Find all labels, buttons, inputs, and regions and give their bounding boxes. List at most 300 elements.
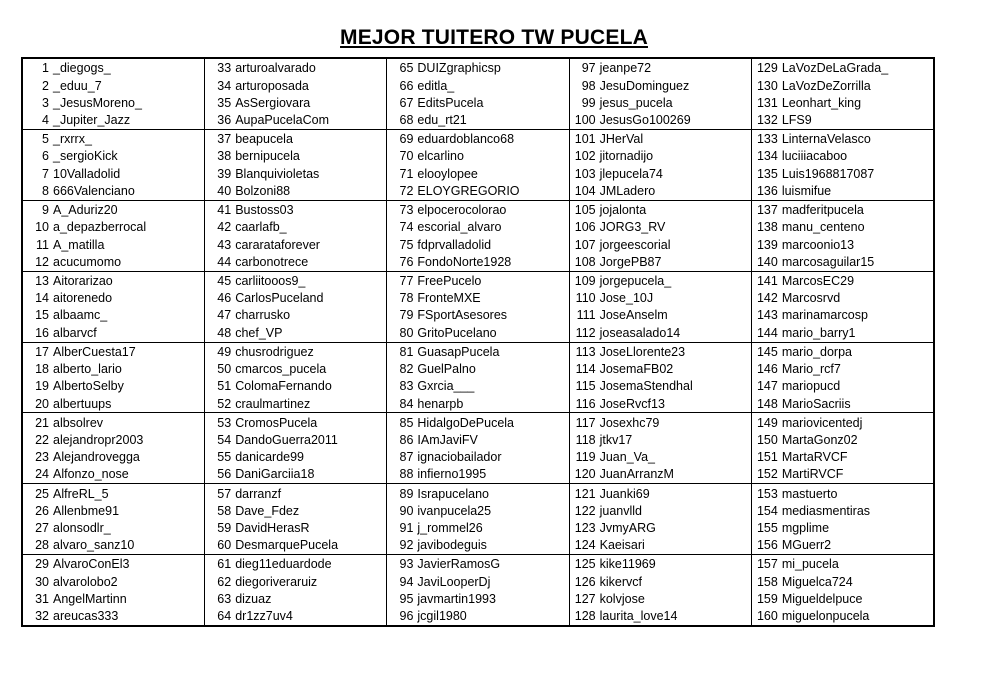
list-item (752, 608, 933, 625)
entry-number: 8 (42, 183, 49, 198)
list-item (752, 414, 933, 431)
entry-username: ignaciobailador (417, 450, 502, 465)
list-item (205, 395, 386, 412)
list-item (23, 324, 204, 341)
list-item (570, 344, 751, 361)
list-item (205, 414, 386, 431)
entry-number: 3 (42, 95, 49, 110)
entry-number: 114 (575, 362, 596, 377)
entry-number: 30 (35, 574, 49, 589)
table-column (386, 59, 568, 625)
entry-number: 150 (756, 432, 778, 447)
entry-number: 146 (756, 362, 778, 377)
list-item (387, 591, 568, 608)
entry-number: 115 (575, 379, 596, 394)
entry-username: jojalonta (599, 203, 647, 218)
list-item (570, 183, 751, 200)
entry-username: mastuerto (781, 486, 838, 501)
entry-username: miguelonpucela (781, 609, 870, 624)
entry-number: 144 (756, 325, 778, 340)
entry-username: chef_VP (235, 325, 283, 340)
entry-username: IAmJaviFV (417, 432, 478, 447)
entry-username: JesusGo100269 (599, 113, 691, 128)
list-item (752, 573, 933, 590)
entry-username: cmarcos_pucela (235, 362, 327, 377)
entry-username: Aitorarizao (53, 273, 113, 288)
entry-number: 129 (756, 61, 778, 76)
entry-number: 56 (217, 467, 232, 482)
entry-username: _eduu_7 (53, 78, 102, 93)
list-item (23, 556, 204, 573)
list-item (23, 290, 204, 307)
table-cell-group (205, 271, 386, 342)
entry-number: 130 (756, 78, 778, 93)
entry-number: 7 (42, 166, 49, 181)
list-item (752, 290, 933, 307)
entry-number: 106 (574, 220, 596, 235)
table-cell-group (205, 342, 386, 413)
entry-username: MartaGonz02 (781, 432, 858, 447)
list-item (752, 361, 933, 378)
list-item (387, 344, 568, 361)
entry-number: 38 (217, 149, 232, 164)
entry-number: 10 (35, 220, 49, 235)
list-item (752, 183, 933, 200)
entry-username: alonsodlr_ (53, 521, 111, 536)
entry-number: 68 (399, 113, 414, 128)
entry-username: 10Valladolid (53, 166, 121, 181)
entry-username: DandoGuerra2011 (235, 432, 338, 447)
entry-number: 25 (35, 486, 49, 501)
list-item (387, 165, 568, 182)
entry-username: Juanki69 (599, 486, 650, 501)
entry-number: 22 (35, 432, 49, 447)
list-item (205, 273, 386, 290)
entry-username: EditsPucela (417, 95, 484, 110)
entry-username: FronteMXE (417, 291, 481, 306)
list-item (205, 591, 386, 608)
list-item (570, 361, 751, 378)
entry-number: 48 (217, 325, 232, 340)
entry-number: 100 (574, 113, 596, 128)
list-item (570, 148, 751, 165)
list-item (387, 449, 568, 466)
list-item (570, 236, 751, 253)
entry-number: 105 (574, 203, 596, 218)
entry-username: Dave_Fdez (235, 503, 300, 518)
entry-number: 17 (35, 344, 49, 359)
list-item (23, 502, 204, 519)
entry-username: CromosPucela (235, 415, 318, 430)
list-item (752, 537, 933, 554)
table-cell-group (570, 271, 751, 342)
entry-username: Allenbme91 (53, 503, 120, 518)
list-item (752, 307, 933, 324)
entry-number: 132 (756, 113, 778, 128)
entry-username: arturoalvarado (235, 61, 316, 76)
entry-username: luciiiacaboo (781, 149, 848, 164)
entry-number: 157 (756, 557, 778, 572)
page-title: MEJOR TUITERO TW PUCELA (340, 26, 648, 49)
list-item (387, 556, 568, 573)
list-item (387, 60, 568, 77)
list-item (752, 591, 933, 608)
entry-username: marcoonio13 (781, 237, 855, 252)
entry-number: 69 (399, 132, 414, 147)
list-item (570, 131, 751, 148)
list-item (23, 591, 204, 608)
entry-number: 131 (756, 95, 778, 110)
entry-number: 99 (581, 95, 596, 110)
list-item (570, 219, 751, 236)
list-item (570, 395, 751, 412)
table-cell-group (387, 59, 568, 129)
entry-number: 84 (399, 396, 414, 411)
entry-username: dieg11eduardode (235, 557, 332, 572)
table-cell-group (23, 59, 204, 129)
list-item (570, 449, 751, 466)
entry-username: cararataforever (235, 237, 320, 252)
table-cell-group (387, 129, 568, 200)
list-item (23, 361, 204, 378)
entry-number: 160 (756, 609, 778, 624)
entry-username: JorgePB87 (599, 254, 662, 269)
table-cell-group (752, 342, 933, 413)
list-item (752, 148, 933, 165)
entry-username: editla_ (417, 78, 455, 93)
list-item (205, 556, 386, 573)
list-item (205, 537, 386, 554)
entry-number: 87 (399, 450, 414, 465)
entry-number: 111 (576, 308, 596, 323)
entry-username: MarioSacriis (781, 396, 851, 411)
list-item (23, 112, 204, 129)
entry-number: 26 (35, 503, 49, 518)
entry-username: marcosaguilar15 (781, 254, 875, 269)
list-item (205, 502, 386, 519)
list-item (205, 202, 386, 219)
table-cell-group (752, 129, 933, 200)
entry-username: darranzf (235, 486, 282, 501)
entry-number: 66 (399, 78, 414, 93)
entry-username: javmartin1993 (417, 591, 496, 606)
entry-username: alvarolobo2 (53, 574, 118, 589)
entry-number: 64 (217, 609, 232, 624)
table-cell-group (205, 59, 386, 129)
list-item (205, 361, 386, 378)
entry-username: JoseLlorente23 (599, 344, 686, 359)
entry-number: 51 (217, 379, 232, 394)
list-item (752, 236, 933, 253)
table-cell-group (752, 59, 933, 129)
entry-number: 127 (574, 591, 596, 606)
table-cell-group (752, 554, 933, 625)
entry-username: Migueldelpuce (781, 591, 863, 606)
list-item (23, 148, 204, 165)
entry-username: eduardoblanco68 (417, 132, 515, 147)
entry-username: Leonhart_king (781, 95, 862, 110)
list-item (23, 485, 204, 502)
list-item (752, 131, 933, 148)
entry-username: fdprvalladolid (417, 237, 492, 252)
list-item (387, 131, 568, 148)
list-item (23, 273, 204, 290)
entry-username: FondoNorte1928 (417, 254, 512, 269)
list-item (23, 520, 204, 537)
entry-number: 89 (399, 486, 414, 501)
entry-username: elcarlino (417, 149, 464, 164)
list-item (570, 202, 751, 219)
list-item (752, 502, 933, 519)
entry-username: mediasmentiras (781, 503, 871, 518)
entry-number: 15 (35, 308, 49, 323)
entry-number: 50 (217, 362, 232, 377)
list-item (23, 344, 204, 361)
list-item (752, 112, 933, 129)
entry-username: dizuaz (235, 591, 272, 606)
entry-username: Juan_Va_ (599, 450, 655, 465)
entry-number: 5 (42, 132, 49, 147)
entry-number: 91 (399, 521, 414, 536)
entry-number: 82 (399, 362, 414, 377)
entry-number: 141 (756, 273, 778, 288)
entry-username: LaVozDeZorrilla (781, 78, 871, 93)
entry-username: mario_barry1 (781, 325, 856, 340)
entry-number: 21 (35, 415, 49, 430)
entry-number: 6 (42, 149, 49, 164)
entry-number: 110 (575, 291, 596, 306)
list-item (387, 112, 568, 129)
entry-username: a_depazberrocal (53, 220, 147, 235)
list-item (23, 253, 204, 270)
entry-number: 65 (399, 61, 414, 76)
entry-username: Kaeisari (599, 538, 645, 553)
list-item (387, 520, 568, 537)
entry-username: albertuups (53, 396, 112, 411)
entry-number: 36 (217, 113, 232, 128)
entry-number: 2 (42, 78, 49, 93)
table-cell-group (752, 483, 933, 554)
entry-username: GritoPucelano (417, 325, 497, 340)
table-cell-group (205, 554, 386, 625)
entry-number: 27 (35, 521, 49, 536)
entry-username: mario_dorpa (781, 344, 852, 359)
entry-username: caarlafb_ (235, 220, 287, 235)
list-item (387, 77, 568, 94)
table-cell-group (387, 271, 568, 342)
entry-username: Alfonzo_nose (53, 467, 129, 482)
entry-username: infierno1995 (417, 467, 487, 482)
entry-number: 72 (399, 183, 414, 198)
entry-username: escorial_alvaro (417, 220, 502, 235)
entry-number: 154 (756, 503, 778, 518)
entry-username: albarvcf (53, 325, 97, 340)
list-item (387, 219, 568, 236)
entry-number: 116 (575, 396, 596, 411)
entry-username: Blanquivioletas (235, 166, 320, 181)
entry-username: carliitooos9_ (235, 273, 306, 288)
entry-username: Luis1968817087 (781, 166, 875, 181)
entry-number: 113 (575, 344, 596, 359)
list-item (387, 414, 568, 431)
list-item (205, 236, 386, 253)
table-column (569, 59, 751, 625)
entry-number: 49 (217, 344, 232, 359)
list-item (570, 608, 751, 625)
list-item (387, 608, 568, 625)
list-item (752, 253, 933, 270)
list-item (570, 112, 751, 129)
entry-number: 77 (399, 273, 414, 288)
list-item (570, 165, 751, 182)
entry-number: 121 (574, 486, 596, 501)
entry-username: GuasapPucela (417, 344, 500, 359)
entry-number: 126 (574, 574, 596, 589)
list-item (387, 307, 568, 324)
entry-username: JuanArranzM (599, 467, 674, 482)
list-item (387, 324, 568, 341)
list-item (23, 236, 204, 253)
table-cell-group (570, 483, 751, 554)
entry-username: jorgepucela_ (599, 273, 672, 288)
entry-number: 35 (217, 95, 232, 110)
entry-number: 71 (399, 166, 414, 181)
entry-number: 86 (399, 432, 414, 447)
entry-number: 120 (574, 467, 596, 482)
entry-username: Bustoss03 (235, 203, 294, 218)
entry-username: LFS9 (781, 113, 812, 128)
list-item (570, 573, 751, 590)
entry-number: 156 (756, 538, 778, 553)
entry-username: albsolrev (53, 415, 104, 430)
entry-number: 39 (217, 166, 232, 181)
table-cell-group (205, 129, 386, 200)
entry-username: ELOYGREGORIO (417, 183, 520, 198)
entry-number: 76 (399, 254, 414, 269)
entry-username: Josexhc79 (599, 415, 660, 430)
entry-username: kikervcf (599, 574, 642, 589)
table-cell-group (570, 342, 751, 413)
entry-number: 107 (574, 237, 596, 252)
list-item (23, 449, 204, 466)
entry-username: charrusko (235, 308, 291, 323)
entry-number: 124 (574, 538, 596, 553)
entry-number: 137 (756, 203, 778, 218)
entry-number: 140 (756, 254, 778, 269)
list-item (23, 165, 204, 182)
list-item (752, 324, 933, 341)
entry-username: laurita_love14 (599, 609, 678, 624)
entry-username: AsSergiovara (235, 95, 311, 110)
entry-username: javibodeguis (417, 538, 487, 553)
table-cell-group (387, 342, 568, 413)
list-item (387, 290, 568, 307)
list-item (23, 219, 204, 236)
entry-number: 14 (35, 291, 49, 306)
entry-number: 59 (217, 521, 232, 536)
list-item (205, 219, 386, 236)
entry-username: mariovicentedj (781, 415, 863, 430)
entry-username: JosemaFB02 (599, 362, 674, 377)
entry-number: 125 (574, 557, 596, 572)
entry-number: 117 (575, 415, 596, 430)
table-cell-group (570, 200, 751, 271)
entry-username: Jose_10J (599, 291, 654, 306)
table-cell-group (752, 200, 933, 271)
list-item (205, 148, 386, 165)
entry-number: 92 (399, 538, 414, 553)
entry-number: 96 (399, 609, 414, 624)
list-item (752, 273, 933, 290)
table-cell-group (23, 412, 204, 483)
entry-number: 135 (756, 166, 778, 181)
list-item (23, 202, 204, 219)
list-item (570, 502, 751, 519)
entry-number: 139 (756, 237, 778, 252)
entry-username: mariopucd (781, 379, 841, 394)
entry-number: 11 (36, 237, 49, 252)
entry-username: mi_pucela (781, 557, 839, 572)
entry-username: MartaRVCF (781, 450, 848, 465)
list-item (205, 520, 386, 537)
list-item (752, 165, 933, 182)
table-cell-group (205, 200, 386, 271)
list-item (752, 94, 933, 111)
entry-username: AlvaroConEl3 (53, 557, 130, 572)
entry-number: 88 (399, 467, 414, 482)
entry-username: AupaPucelaCom (235, 113, 330, 128)
list-item (205, 165, 386, 182)
entry-number: 4 (42, 113, 49, 128)
list-item (570, 556, 751, 573)
entry-number: 104 (574, 183, 596, 198)
entry-username: madferitpucela (781, 203, 864, 218)
entry-username: carbonotrece (235, 254, 309, 269)
entry-username: Mario_rcf7 (781, 362, 841, 377)
entry-username: JoseRvcf13 (599, 396, 665, 411)
entry-username: henarpb (417, 396, 464, 411)
entry-number: 136 (756, 183, 778, 198)
entry-username: JHerVal (599, 132, 644, 147)
entry-number: 108 (574, 254, 596, 269)
entry-number: 75 (399, 237, 414, 252)
list-item (23, 94, 204, 111)
entry-username: jitornadijo (599, 149, 654, 164)
list-item (205, 77, 386, 94)
entry-username: Israpucelano (417, 486, 489, 501)
entry-username: ColomaFernando (235, 379, 332, 394)
list-item (570, 290, 751, 307)
list-item (570, 485, 751, 502)
entry-number: 98 (581, 78, 596, 93)
entry-number: 93 (399, 557, 414, 572)
entry-username: LaVozDeLaGrada_ (781, 61, 889, 76)
entry-username: kike11969 (599, 557, 656, 572)
list-item (205, 466, 386, 483)
entry-username: kolvjose (599, 591, 645, 606)
entry-username: DUIZgraphicsp (417, 61, 501, 76)
entry-number: 1 (42, 61, 49, 76)
list-item (23, 77, 204, 94)
entry-number: 122 (574, 503, 596, 518)
participants-table (21, 57, 935, 627)
entry-username: JavierRamosG (417, 557, 501, 572)
list-item (23, 466, 204, 483)
entry-number: 60 (217, 538, 232, 553)
list-item (752, 520, 933, 537)
entry-username: acucumomo (53, 254, 122, 269)
list-item (570, 378, 751, 395)
